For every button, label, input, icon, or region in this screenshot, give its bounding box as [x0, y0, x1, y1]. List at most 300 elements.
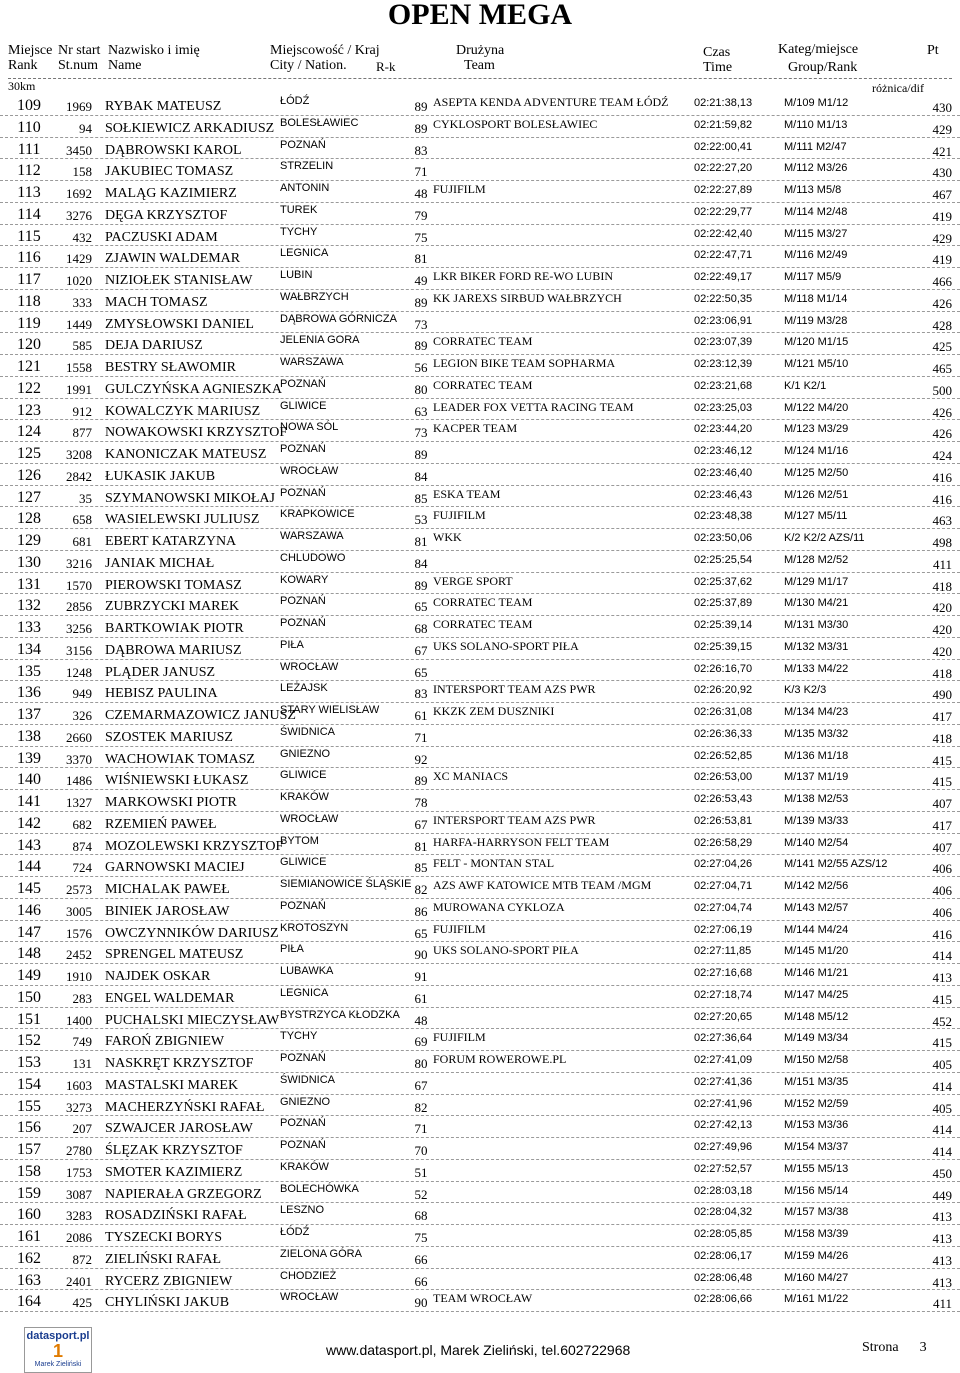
rk-cell: 84 [414, 555, 428, 571]
team-cell: VERGE SPORT [433, 573, 513, 588]
category-cell: M/112 M3/26 [784, 162, 848, 175]
rank-cell: 121 [17, 358, 41, 375]
time-cell: 02:28:03,18 [694, 1184, 753, 1197]
time-cell: 02:25:37,62 [694, 575, 753, 588]
table-row [0, 1160, 960, 1182]
table-row [0, 964, 960, 986]
city-cell: GLIWICE [280, 399, 327, 412]
points-cell: 428 [932, 317, 952, 333]
points-cell: 419 [932, 252, 952, 268]
bib-cell: 2573 [66, 882, 92, 897]
table-row [0, 1269, 960, 1291]
category-cell: M/148 M5/12 [784, 1010, 849, 1023]
rank-cell: 161 [17, 1228, 41, 1245]
rk-cell: 67 [414, 1077, 428, 1093]
table-row [0, 420, 960, 442]
table-row [0, 246, 960, 268]
time-cell: 02:25:39,14 [694, 619, 753, 631]
bib-cell: 749 [72, 1034, 92, 1050]
rank-cell: 119 [17, 314, 41, 332]
category-cell: M/141 M2/55 AZS/12 [784, 858, 888, 871]
time-cell: 02:26:52,85 [694, 749, 753, 762]
name-cell: MICHALAK PAWEŁ [105, 882, 230, 897]
table-row [0, 1138, 960, 1160]
rank-cell: 110 [17, 118, 41, 136]
points-cell: 417 [932, 709, 952, 724]
city-cell: KROTOSZYN [280, 921, 349, 934]
rk-cell: 89 [414, 99, 428, 114]
rank-cell: 112 [17, 162, 41, 180]
table-row [0, 529, 960, 551]
rank-cell: 129 [17, 532, 41, 549]
city-cell: BOLESŁAWIEC [280, 116, 359, 129]
city-cell: POZNAŃ [280, 1052, 326, 1064]
points-cell: 414 [932, 1144, 952, 1159]
time-cell: 02:23:44,20 [694, 423, 753, 436]
team-cell: FUJIFILM [433, 508, 486, 523]
points-cell: 413 [932, 970, 952, 985]
time-cell: 02:27:41,36 [694, 1075, 753, 1088]
header-miejscowosc: Miejscowość / Kraj [270, 43, 380, 58]
team-cell: FORUM ROWEROWE.PL [433, 1052, 567, 1066]
points-cell: 418 [932, 730, 952, 746]
rk-cell: 49 [414, 273, 428, 288]
bib-cell: 2086 [66, 1230, 92, 1245]
bib-cell: 3156 [66, 642, 92, 658]
time-cell: 02:22:00,41 [694, 140, 753, 153]
rank-cell: 117 [17, 271, 41, 288]
table-row [0, 855, 960, 877]
bib-cell: 658 [72, 512, 92, 528]
rk-cell: 82 [414, 882, 428, 897]
time-cell: 02:27:04,26 [694, 858, 753, 871]
bib-cell: 1969 [66, 99, 92, 114]
bib-cell: 326 [72, 708, 92, 723]
time-cell: 02:25:39,15 [694, 640, 753, 653]
team-cell: CYKLOSPORT BOLESŁAWIEC [433, 116, 598, 131]
category-cell: M/149 M3/34 [784, 1032, 849, 1045]
header-rk: R-k [376, 59, 396, 74]
rank-cell: 138 [17, 727, 41, 745]
bib-cell: 681 [72, 534, 92, 549]
name-cell: NAJDEK OSKAR [105, 969, 211, 984]
city-cell: BOLECHÓWKA [280, 1182, 359, 1195]
points-cell: 490 [932, 687, 952, 703]
bib-cell: 3370 [66, 751, 92, 767]
bib-cell: 949 [72, 686, 92, 702]
name-cell: ZIELIŃSKI RAFAŁ [105, 1251, 222, 1267]
city-cell: JELENIA GORA [280, 334, 360, 347]
bib-cell: 872 [72, 1251, 92, 1267]
city-cell: POZNAŃ [280, 486, 326, 499]
city-cell: KRAPKOWICE [280, 508, 355, 521]
table-row [0, 1290, 960, 1312]
table-row [0, 899, 960, 921]
name-cell: WASIELEWSKI JULIUSZ [105, 512, 260, 528]
rank-cell: 126 [17, 466, 41, 484]
header-time: Time [703, 60, 733, 75]
table-row [0, 877, 960, 899]
time-cell: 02:27:16,68 [694, 967, 753, 979]
points-cell: 407 [932, 796, 952, 811]
bib-cell: 3087 [66, 1186, 92, 1202]
table-row [0, 834, 960, 856]
rank-cell: 154 [17, 1075, 41, 1093]
city-cell: ZIELONA GÓRA [280, 1247, 362, 1260]
rk-cell: 89 [414, 294, 428, 310]
name-cell: NOWAKOWSKI KRZYSZTOF [105, 425, 288, 441]
table-row [0, 986, 960, 1008]
city-cell: BYSTRZYCA KŁODZKA [280, 1008, 400, 1021]
points-cell: 452 [932, 1013, 952, 1029]
time-cell: 02:22:50,35 [694, 292, 753, 305]
bib-cell: 2452 [66, 947, 92, 963]
points-cell: 429 [932, 121, 952, 137]
rk-cell: 53 [414, 512, 428, 528]
team-cell: CORRATEC TEAM [433, 595, 533, 610]
table-row [0, 1247, 960, 1269]
team-cell: KACPER TEAM [433, 421, 518, 436]
team-cell: KKZK ZEM DUSZNIKI [433, 704, 555, 718]
bib-cell: 1558 [66, 360, 92, 375]
table-row [0, 768, 960, 790]
header-kateg: Kateg/miejsce [778, 42, 859, 57]
name-cell: PLĄDER JANUSZ [105, 664, 216, 680]
rank-cell: 136 [17, 684, 41, 702]
rk-cell: 81 [414, 838, 428, 854]
points-cell: 414 [932, 948, 952, 964]
points-cell: 406 [932, 861, 952, 877]
table-row [0, 203, 960, 225]
category-cell: M/152 M2/59 [784, 1097, 849, 1110]
time-cell: 02:23:25,03 [694, 401, 753, 414]
table-row [0, 1008, 960, 1030]
table-row [0, 116, 960, 138]
name-cell: NASKRĘT KRZYSZTOF [105, 1056, 254, 1071]
name-cell: ENGEL WALDEMAR [105, 990, 235, 1006]
rank-cell: 133 [17, 619, 41, 636]
time-cell: 02:25:25,54 [694, 553, 753, 566]
category-cell: M/114 M2/48 [784, 205, 848, 218]
table-row [0, 464, 960, 486]
rank-cell: 163 [17, 1271, 41, 1289]
category-cell: M/161 M1/22 [784, 1293, 849, 1306]
points-cell: 420 [932, 600, 952, 616]
table-row [0, 790, 960, 812]
table-row [0, 268, 960, 290]
points-cell: 430 [932, 100, 952, 115]
time-cell: 02:27:42,13 [694, 1119, 753, 1132]
time-cell: 02:23:46,43 [694, 488, 753, 501]
category-cell: M/158 M3/39 [784, 1228, 849, 1240]
rk-cell: 65 [414, 925, 428, 941]
name-cell: RYCERZ ZBIGNIEW [105, 1273, 233, 1289]
bib-cell: 158 [72, 164, 92, 180]
rk-cell: 73 [414, 425, 428, 441]
city-cell: WAŁBRZYCH [280, 290, 349, 303]
points-cell: 415 [932, 774, 952, 790]
city-cell: CHODZIEŻ [280, 1269, 337, 1282]
table-row [0, 290, 960, 312]
city-cell: BYTOM [280, 834, 319, 847]
time-cell: 02:26:53,43 [694, 793, 753, 805]
bib-cell: 1400 [66, 1012, 92, 1028]
rk-cell: 66 [414, 1251, 428, 1267]
rk-cell: 68 [414, 621, 428, 636]
team-cell: WKK [433, 530, 462, 544]
time-cell: 02:23:12,39 [694, 358, 753, 370]
points-cell: 411 [932, 556, 952, 572]
rk-cell: 48 [414, 186, 428, 201]
team-cell: FELT - MONTAN STAL [433, 856, 555, 871]
bib-cell: 1327 [66, 795, 92, 810]
header-group: Group/Rank [788, 60, 858, 75]
team-cell: FUJIFILM [433, 182, 486, 196]
points-cell: 418 [932, 578, 952, 594]
points-cell: 407 [932, 839, 952, 855]
logo-number: 1 [52, 1341, 63, 1361]
rank-cell: 155 [17, 1097, 41, 1115]
time-cell: 02:22:29,77 [694, 205, 753, 218]
rank-cell: 142 [17, 814, 41, 832]
name-cell: DĘGA KRZYSZTOF [105, 207, 228, 223]
rank-cell: 147 [17, 923, 41, 941]
name-cell: SZOSTEK MARIUSZ [105, 729, 233, 745]
city-cell: POZNAŃ [280, 377, 326, 390]
header-roznica: różnica/dif [872, 81, 924, 95]
team-cell: MUROWANA CYKLOZA [433, 899, 565, 914]
time-cell: 02:22:42,40 [694, 227, 753, 240]
category-cell: K/1 K2/1 [784, 379, 827, 392]
city-cell: GLIWICE [280, 769, 327, 782]
rk-cell: 79 [414, 207, 428, 223]
category-cell: M/155 M5/13 [784, 1162, 849, 1175]
category-cell: M/135 M3/32 [784, 727, 849, 740]
table-row [0, 181, 960, 203]
bib-cell: 874 [72, 838, 92, 854]
points-cell: 405 [932, 1100, 952, 1116]
team-cell: UKS SOLANO-SPORT PIŁA [433, 638, 579, 653]
name-cell: BINIEK JAROSŁAW [105, 903, 230, 919]
points-cell: 430 [932, 165, 952, 181]
name-cell: CZEMARMAZOWICZ JANUSZ [105, 708, 296, 723]
rk-cell: 85 [414, 490, 428, 506]
name-cell: HEBISZ PAULINA [105, 686, 218, 702]
name-cell: MACH TOMASZ [105, 294, 208, 310]
name-cell: DEJA DARIUSZ [105, 338, 203, 354]
rk-cell: 82 [414, 1099, 428, 1115]
rk-cell: 89 [414, 577, 428, 593]
rk-cell: 85 [414, 860, 428, 876]
points-cell: 466 [932, 274, 952, 289]
category-cell: M/113 M5/8 [784, 184, 842, 196]
city-cell: POZNAŃ [280, 1117, 326, 1130]
rk-cell: 91 [414, 969, 428, 984]
name-cell: SPRENGEL MATEUSZ [105, 947, 244, 963]
bib-cell: 333 [72, 294, 92, 310]
name-cell: EBERT KATARZYNA [105, 534, 237, 549]
bib-cell: 283 [72, 990, 92, 1006]
time-cell: 02:26:36,33 [694, 727, 753, 740]
rank-cell: 137 [17, 706, 41, 723]
time-cell: 02:22:49,17 [694, 271, 753, 283]
rank-cell: 145 [17, 880, 41, 897]
time-cell: 02:26:31,08 [694, 706, 753, 718]
rank-cell: 164 [17, 1293, 41, 1311]
category-cell: M/130 M4/21 [784, 597, 849, 610]
name-cell: SZWAJCER JAROSŁAW [105, 1121, 253, 1137]
header-nazwisko: Nazwisko i imię [108, 43, 200, 58]
table-row [0, 312, 960, 334]
points-cell: 465 [932, 361, 952, 376]
category-cell: M/118 M1/14 [784, 292, 848, 305]
city-cell: ŚWIDNICA [280, 1073, 335, 1086]
table-row [0, 573, 960, 595]
team-cell: HARFA-HARRYSON FELT TEAM [433, 834, 610, 849]
points-cell: 405 [932, 1057, 952, 1072]
rk-cell: 90 [414, 947, 428, 963]
time-cell: 02:28:06,17 [694, 1249, 753, 1262]
rank-cell: 148 [17, 945, 41, 963]
city-cell: TYCHY [280, 1030, 318, 1043]
table-row [0, 507, 960, 529]
time-cell: 02:28:04,32 [694, 1206, 753, 1219]
rk-cell: 68 [414, 1208, 428, 1224]
footer-page [862, 1340, 927, 1356]
team-cell: AZS AWF KATOWICE MTB TEAM /MGM [433, 878, 652, 892]
city-cell: WROCŁAW [280, 660, 339, 673]
table-row [0, 94, 960, 116]
table-row [0, 1225, 960, 1247]
city-cell: STRZELIN [280, 160, 334, 173]
name-cell: DĄBROWSKI KAROL [105, 142, 242, 158]
points-cell: 429 [932, 230, 952, 246]
rank-cell: 120 [17, 336, 41, 354]
name-cell: NIZIOŁEK STANISŁAW [105, 273, 253, 288]
bib-cell: 1248 [66, 664, 92, 680]
time-cell: 02:26:16,70 [694, 662, 753, 675]
name-cell: ZJAWIN WALDEMAR [105, 251, 241, 267]
points-cell: 418 [932, 665, 952, 681]
time-cell: 02:28:06,48 [694, 1271, 753, 1284]
name-cell: PIEROWSKI TOMASZ [105, 577, 242, 593]
name-cell: SZYMANOWSKI MIKOŁAJ [105, 490, 275, 506]
rank-cell: 132 [17, 597, 41, 615]
team-cell: LKR BIKER FORD RE-WO LUBIN [433, 269, 613, 283]
city-cell: GNIEZNO [280, 1095, 331, 1108]
time-cell: 02:26:53,00 [694, 771, 753, 784]
name-cell: BESTRY SŁAWOMIR [105, 360, 236, 375]
time-cell: 02:23:46,12 [694, 445, 753, 457]
bib-cell: 3276 [66, 207, 92, 223]
logo-main-text: datasport.pl [26, 1330, 90, 1342]
category-cell: M/138 M2/53 [784, 793, 849, 805]
rk-cell: 84 [414, 468, 428, 484]
header-distance: 30km [8, 79, 36, 93]
points-cell: 415 [932, 1035, 952, 1051]
bib-cell: 1910 [66, 969, 92, 984]
bib-cell: 1692 [66, 186, 92, 201]
table-row [0, 442, 960, 464]
points-cell: 415 [932, 991, 952, 1007]
category-cell: M/137 M1/19 [784, 771, 849, 784]
table-row [0, 1095, 960, 1117]
time-cell: 02:27:11,85 [694, 945, 752, 958]
rank-cell: 134 [17, 640, 41, 658]
time-cell: 02:22:27,20 [694, 162, 753, 175]
rank-cell: 158 [17, 1162, 41, 1180]
rank-cell: 151 [17, 1010, 41, 1028]
rank-cell: 139 [17, 749, 41, 767]
city-cell: ANTONIN [280, 182, 330, 194]
category-cell: M/109 M1/12 [784, 97, 849, 109]
rank-cell: 160 [17, 1206, 41, 1224]
category-cell: M/145 M1/20 [784, 945, 849, 958]
category-cell: M/111 M2/47 [784, 140, 847, 153]
page-title: OPEN MEGA [387, 0, 573, 31]
rk-cell: 89 [414, 120, 428, 136]
header-team: Team [464, 58, 495, 73]
table-row [0, 138, 960, 160]
category-cell: M/159 M4/26 [784, 1249, 849, 1262]
category-cell: K/2 K2/2 AZS/11 [784, 532, 865, 544]
team-cell: TEAM WROCŁAW [433, 1291, 533, 1306]
team-cell: CORRATEC TEAM [433, 377, 533, 392]
name-cell: ŁUKASIK JAKUB [105, 468, 216, 484]
rank-cell: 144 [17, 858, 41, 876]
city-cell: SIEMIANOWICE ŚLĄSKIE [280, 878, 412, 890]
team-cell: ESKA TEAM [433, 486, 501, 501]
bib-cell: 1576 [66, 925, 92, 941]
bib-cell: 3450 [66, 142, 92, 158]
table-row [0, 1073, 960, 1095]
table-row [0, 638, 960, 660]
city-cell: POZNAŃ [280, 899, 326, 912]
category-cell: M/110 M1/13 [784, 118, 848, 131]
points-cell: 416 [932, 469, 952, 485]
time-cell: 02:25:37,89 [694, 597, 753, 610]
city-cell: KRAKÓW [280, 1160, 329, 1173]
rank-cell: 128 [17, 510, 41, 528]
category-cell: M/139 M3/33 [784, 814, 849, 827]
name-cell: ROSADZIŃSKI RAFAŁ [105, 1208, 247, 1224]
city-cell: LEGNICA [280, 986, 329, 999]
footer-url: www.datasport.pl, Marek Zieliński, tel.602722968 [326, 1342, 631, 1358]
table-row [0, 333, 960, 355]
header-nrstart: Nr start [58, 43, 101, 58]
category-cell: M/117 M5/9 [784, 271, 842, 283]
category-cell: M/160 M4/27 [784, 1271, 849, 1284]
rank-cell: 122 [17, 379, 41, 397]
table-row [0, 399, 960, 421]
city-cell: PIŁA [280, 638, 304, 651]
points-cell: 414 [932, 1078, 952, 1094]
rk-cell: 89 [414, 773, 428, 789]
rank-cell: 159 [17, 1184, 41, 1202]
points-cell: 424 [932, 448, 952, 463]
rank-cell: 156 [17, 1119, 41, 1137]
category-cell: M/115 M3/27 [784, 227, 848, 240]
name-cell: TYSZECKI BORYS [105, 1230, 223, 1245]
rk-cell: 63 [414, 403, 428, 419]
table-row [0, 377, 960, 399]
time-cell: 02:28:06,66 [694, 1293, 753, 1306]
points-cell: 414 [932, 1122, 952, 1138]
table-row [0, 551, 960, 573]
category-cell: M/120 M1/15 [784, 336, 849, 349]
points-cell: 416 [932, 491, 952, 507]
team-cell: CORRATEC TEAM [433, 617, 533, 631]
